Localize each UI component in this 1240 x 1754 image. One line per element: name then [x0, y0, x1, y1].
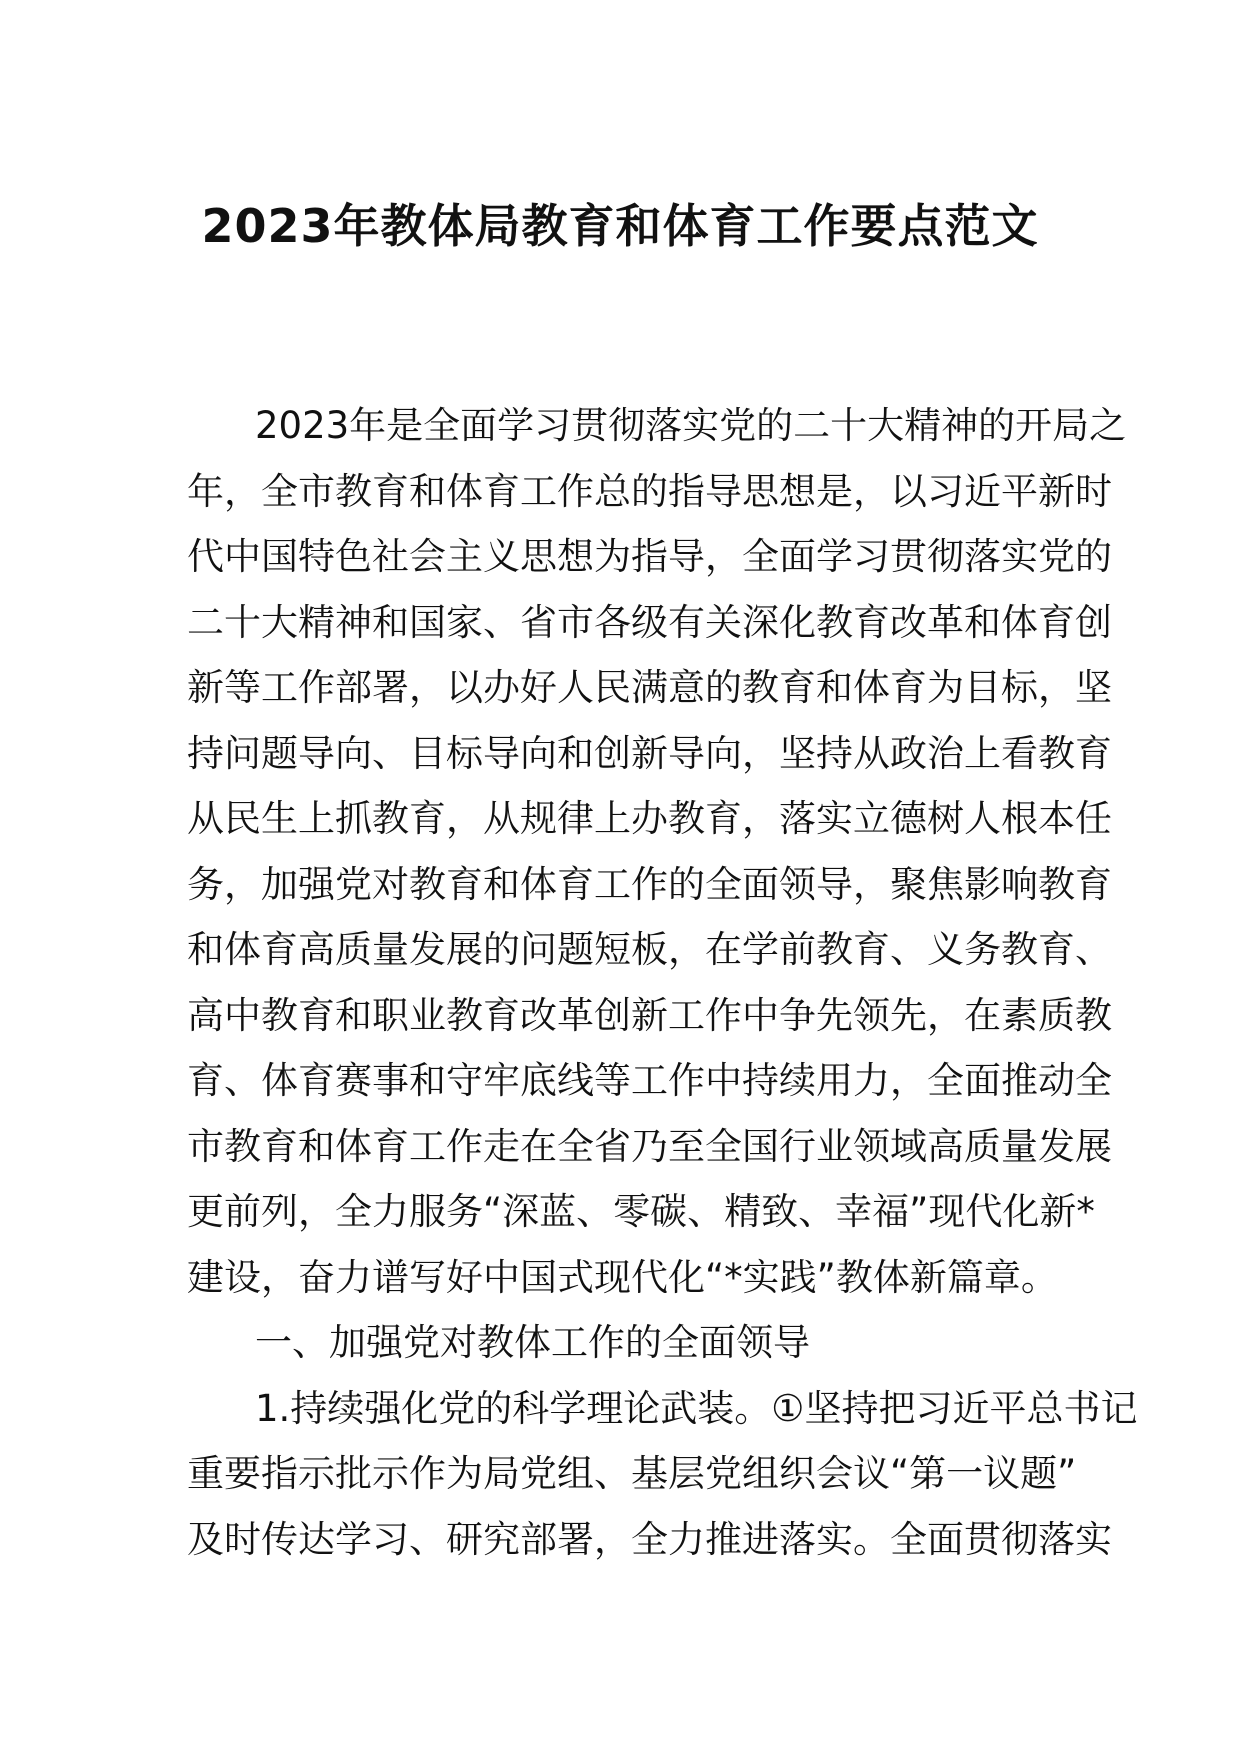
- text-line: 从民生上抓教育，从规律上办教育，落实立德树人根本任: [187, 797, 1112, 840]
- text-line: 市教育和体育工作走在全省乃至全国行业领域高质量发展: [187, 1124, 1112, 1168]
- text-line: 更前列，全力服务“深蓝、零碳、精致、幸福”现代化新*: [187, 1190, 1095, 1233]
- text-line: 新等工作部署，以办好人民满意的教育和体育为目标，坚: [187, 666, 1112, 709]
- text-line: 育、体育赛事和守牢底线等工作中持续用力，全面推动全: [187, 1059, 1112, 1102]
- text-line: 年，全市教育和体育工作总的指导思想是，以习近平新时: [187, 469, 1112, 513]
- text-line: 务，加强党对教育和体育工作的全面领导，聚焦影响教育: [187, 862, 1112, 906]
- document-title: 2023年教体局教育和体育工作要点范文: [201, 199, 1039, 253]
- text-line: 二十大精神和国家、省市各级有关深化教育改革和体育创: [187, 600, 1112, 644]
- text-line: 代中国特色社会主义思想为指导，全面学习贯彻落实党的: [187, 535, 1112, 578]
- text-line: 和体育高质量发展的问题短板，在学前教育、义务教育、: [187, 928, 1112, 971]
- text-line: 建设，奋力谱写好中国式现代化“*实践”教体新篇章。: [187, 1255, 1058, 1299]
- text-line: 一、加强党对教体工作的全面领导: [255, 1321, 810, 1364]
- text-line: 高中教育和职业教育改革创新工作中争先领先，在素质教: [187, 993, 1112, 1037]
- text-line: 2023年是全面学习贯彻落实党的二十大精神的开局之: [255, 404, 1127, 447]
- text-line: 持问题导向、目标导向和创新导向，坚持从政治上看教育: [187, 731, 1112, 775]
- text-line: 1.持续强化党的科学理论武装。①坚持把习近平总书记: [255, 1386, 1138, 1430]
- text-line: 重要指示批示作为局党组、基层党组织会议“第一议题”: [187, 1452, 1077, 1495]
- document-body: [187, 393, 1138, 1572]
- text-line: 及时传达学习、研究部署，全力推进落实。全面贯彻落实: [187, 1517, 1112, 1561]
